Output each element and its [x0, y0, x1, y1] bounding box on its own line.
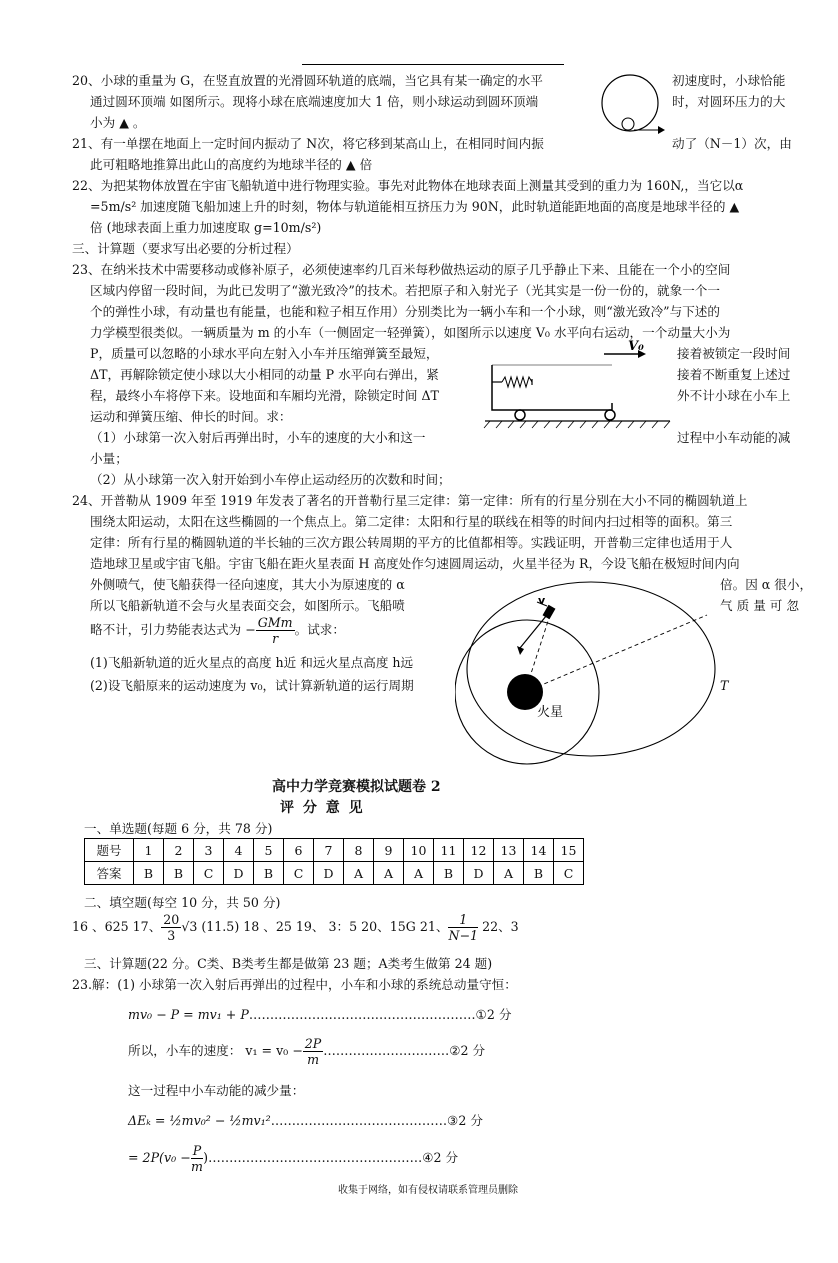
- q24-line5-right: 倍。因 α 很小，: [720, 577, 813, 592]
- q24-line9-right: T: [720, 678, 729, 693]
- table-head-label: 题号: [85, 839, 134, 862]
- fill-frac-den: 3: [167, 928, 176, 943]
- eq2: [128, 1036, 485, 1067]
- q23-line7-right: 外不计小球在小车上: [677, 388, 791, 403]
- table-cell: 9: [374, 839, 404, 862]
- potential-numerator: GMm: [257, 615, 293, 630]
- q22-line3: 倍 (地球表面上重力加速度取 g=10m/s²): [90, 220, 322, 235]
- q23-line5-right: 接着被锁定一段时间: [677, 346, 791, 361]
- mars-orbit-figure: [455, 570, 720, 770]
- table-cell: 4: [224, 839, 254, 862]
- answer-section1: 一、单选题(每题 6 分，共 78 分): [84, 821, 273, 836]
- top-rule: [302, 64, 564, 65]
- table-cell: C: [554, 862, 584, 885]
- q22-line2: =5m/s² 加速度随飞船加速上升的时刻，物体与轨道能相互挤压力为 90N，此时轨道能距地面的高度是地球半径的 ▲: [90, 199, 740, 214]
- q23-line7: 程，最终小车将停下来。设地面和车厢均光滑，除锁定时间 ΔT: [90, 388, 439, 403]
- eq2-dots: …………………………: [323, 1043, 450, 1058]
- q23-line4: 力学模型很类似。一辆质量为 m 的小车（一侧固定一轻弹簧），如图所示以速度 V₀ 水平向右运动，一个动量大小为: [90, 325, 731, 340]
- eq2-score: ②2 分: [449, 1043, 486, 1058]
- q23-line9-right: 过程中小车动能的减: [677, 430, 791, 445]
- q24-line1: 24、开普勒从 1909 年至 1919 年发表了著名的开普勒行星三定律：第一定律：所有的行星分别在大小不同的椭圆轨道上: [72, 493, 748, 508]
- eq1: [128, 1004, 511, 1025]
- eq2-fraction: [303, 1036, 324, 1067]
- eq4-pre: = 2P(v₀ −: [128, 1150, 191, 1165]
- page-footer: 收集于网络，如有侵权请联系管理员删除: [338, 1185, 518, 1196]
- fill-fraction-2: [448, 912, 478, 943]
- q20-line1: 20、小球的重量为 G，在竖直放置的光滑圆环轨道的底端，当它具有某一确定的水平: [72, 73, 543, 88]
- eq4-num: P: [192, 1143, 202, 1158]
- q23-line6-right: 接着不断重复上述过: [677, 367, 791, 382]
- table-cell: 2: [164, 839, 194, 862]
- q23-line10: 小量；: [90, 451, 128, 466]
- eq1-text: mv₀ − P = mv₁ + P: [128, 1007, 249, 1022]
- eq3-dots: ……………………………………: [270, 1113, 448, 1128]
- table-cell: 15: [554, 839, 584, 862]
- eq1-dots: ………………………………………………: [248, 1007, 476, 1022]
- table-cell: 12: [464, 839, 494, 862]
- q21-line1-right: 动了（N－1）次，由: [672, 136, 792, 151]
- q20-line2-right: 时，对圆环压力的大: [672, 94, 786, 109]
- eq4-fraction: [191, 1143, 203, 1174]
- eq4: [128, 1143, 458, 1174]
- table-cell: D: [314, 862, 344, 885]
- table-cell: C: [284, 862, 314, 885]
- answer-subtitle: 评 分 意 见: [280, 800, 365, 816]
- table-cell: 1: [134, 839, 164, 862]
- q23-line5: P，质量可以忽略的小球水平向左射入小车并压缩弹簧至最短，: [90, 346, 439, 361]
- answer-section3: 三、计算题(22 分。C类、B类考生都是做第 23 题；A类考生做第 24 题): [84, 956, 493, 971]
- table-cell: B: [164, 862, 194, 885]
- eq4-den: m: [190, 1159, 203, 1174]
- potential-energy-fraction: [256, 615, 295, 646]
- table-row-answers: [85, 862, 584, 885]
- eq4-dots: ……………………………………………: [208, 1150, 423, 1165]
- fill-frac2-num: 1: [448, 912, 478, 928]
- solution-intro: 23.解：(1) 小球第一次入射后再弹出的过程中，小车和小球的系统总动量守恒：: [72, 977, 517, 992]
- table-cell: D: [224, 862, 254, 885]
- q24-line4: 造地球卫星或宇宙飞船。宇宙飞船在距火星表面 H 高度处作匀速圆周运动，火星半径为 R，今设飞船在极短时间内向: [90, 556, 740, 571]
- table-cell: 3: [194, 839, 224, 862]
- q24-line6-right: 气 质 量 可 忽: [720, 598, 799, 613]
- eq2-pre: 所以，小车的速度： v₁ = v₀ −: [128, 1043, 303, 1058]
- table-cell: C: [194, 862, 224, 885]
- table-row-numbers: [85, 839, 584, 862]
- table-answer-label: 答案: [85, 862, 134, 885]
- q20-line2: 通过圆环顶端 如图所示。现将小球在底端速度加大 1 倍，则小球运动到圆环顶端: [90, 94, 539, 109]
- table-cell: 7: [314, 839, 344, 862]
- q24-line6: 所以飞船新轨道不会与火星表面交会，如图所示。飞船喷: [90, 598, 405, 613]
- q23-line1: 23、在纳米技术中需要移动或修补原子，必须使速率约几百米每秒做热运动的原子几乎静止下来、且能在一个小的空间: [72, 262, 731, 277]
- q24-line7-b: 。试求：: [294, 622, 345, 637]
- eq1-score: ①2 分: [475, 1007, 512, 1022]
- fill-c: 22、3: [478, 919, 519, 934]
- fill-a: 16 、625 17、: [72, 919, 162, 934]
- table-cell: 6: [284, 839, 314, 862]
- table-cell: 11: [434, 839, 464, 862]
- q23-line9: （1）小球第一次入射后再弹出时，小车的速度的大小和这一: [90, 430, 426, 445]
- answer-table: [84, 838, 584, 885]
- q23-line3: 个的弹性小球，有动量也有能量，也能和粒子相互作用）分别类比为一辆小车和一个小球，则“激光致冷”与下述的: [90, 304, 720, 319]
- velocity-label: v: [538, 594, 546, 607]
- fill-frac2-den: N−1: [448, 928, 479, 943]
- table-cell: 14: [524, 839, 554, 862]
- eq3-intro: 这一过程中小车动能的减少量：: [128, 1083, 305, 1098]
- table-cell: A: [344, 862, 374, 885]
- q23-line2: 区域内停留一段时间，为此已发明了“激光致冷”的技术。若把原子和入射光子（光其实是一份一份的，就象一个一: [90, 283, 720, 298]
- q24-line7: [90, 615, 345, 646]
- table-cell: B: [524, 862, 554, 885]
- q24-line7-a: 略不计，引力势能表达式为 −: [90, 622, 256, 637]
- table-cell: A: [404, 862, 434, 885]
- table-cell: 13: [494, 839, 524, 862]
- q21-line2: 此可粗略地推算出此山的高度约为地球半径的 ▲ 倍: [90, 157, 373, 172]
- fill-fraction: [161, 912, 181, 943]
- q21-line1: 21、有一单摆在地面上一定时间内振动了 N次，将它移到某高山上，在相同时间内振: [72, 136, 544, 151]
- table-cell: A: [494, 862, 524, 885]
- answer-section2: 二、填空题(每空 10 分，共 50 分): [84, 895, 281, 910]
- eq3-text: ΔEₖ = ½mv₀² − ½mv₁²: [128, 1113, 271, 1128]
- q24-line5: 外侧喷气，使飞船获得一径向速度，其大小为原速度的 α: [90, 577, 405, 592]
- potential-denominator: r: [272, 631, 279, 646]
- table-cell: D: [464, 862, 494, 885]
- answer-title: 高中力学竞赛模拟试题卷 2: [272, 779, 441, 795]
- table-cell: A: [374, 862, 404, 885]
- fill-answers: [72, 912, 519, 943]
- eq3: [128, 1110, 483, 1131]
- eq4-score: ④2 分: [422, 1150, 459, 1165]
- q24-line9: (2)设飞船原来的运动速度为 v₀，试计算新轨道的运行周期: [90, 678, 414, 693]
- q24-line3: 定律：所有行星的椭圆轨道的半长轴的三次方跟公转周期的平方的比值都相等。实践证明，开普勒三定律也适用于人: [90, 535, 733, 550]
- q22-line1: 22、为把某物体放置在宇宙飞船轨道中进行物理实验。事先对此物体在地球表面上测量其受到的重力为 160N,，当它以α: [72, 178, 744, 193]
- eq3-score: ③2 分: [447, 1113, 483, 1128]
- table-cell: B: [434, 862, 464, 885]
- eq2-num: 2P: [304, 1036, 322, 1051]
- table-cell: 5: [254, 839, 284, 862]
- fill-b: √3 (11.5) 18 、25 19、 3：5 20、15G 21、: [181, 919, 449, 934]
- fill-frac-num: 20: [163, 912, 180, 927]
- table-cell: B: [134, 862, 164, 885]
- q23-line6: ΔT，再解除锁定使小球以大小相同的动量 P 水平向右弹出，紧: [90, 367, 439, 382]
- q20-line3: 小为 ▲ 。: [90, 115, 146, 130]
- table-cell: 8: [344, 839, 374, 862]
- q20-line1-right: 初速度时，小球恰能: [672, 73, 786, 88]
- section3-heading: 三、计算题（要求写出必要的分析过程）: [72, 241, 299, 256]
- q24-line8: (1)飞船新轨道的近火星点的高度 h近 和远火星点高度 h远: [90, 655, 414, 670]
- cart-figure: [480, 335, 675, 430]
- eq2-den: m: [307, 1052, 320, 1067]
- q24-line2: 围绕太阳运动，太阳在这些椭圆的一个焦点上。第二定律：太阳和行星的联线在相等的时间内扫过相等的面积。第三: [90, 514, 733, 529]
- mars-label: 火星: [537, 705, 564, 720]
- table-cell: B: [254, 862, 284, 885]
- velocity-label: V₀: [628, 339, 644, 354]
- q23-line11: （2）从小球第一次入射开始到小车停止运动经历的次数和时间；: [90, 472, 451, 487]
- q23-line8: 运动和弹簧压缩、伸长的时间。求：: [90, 409, 292, 424]
- ring-track-figure: [598, 72, 668, 142]
- eq4-post: ): [203, 1150, 209, 1165]
- table-cell: 10: [404, 839, 434, 862]
